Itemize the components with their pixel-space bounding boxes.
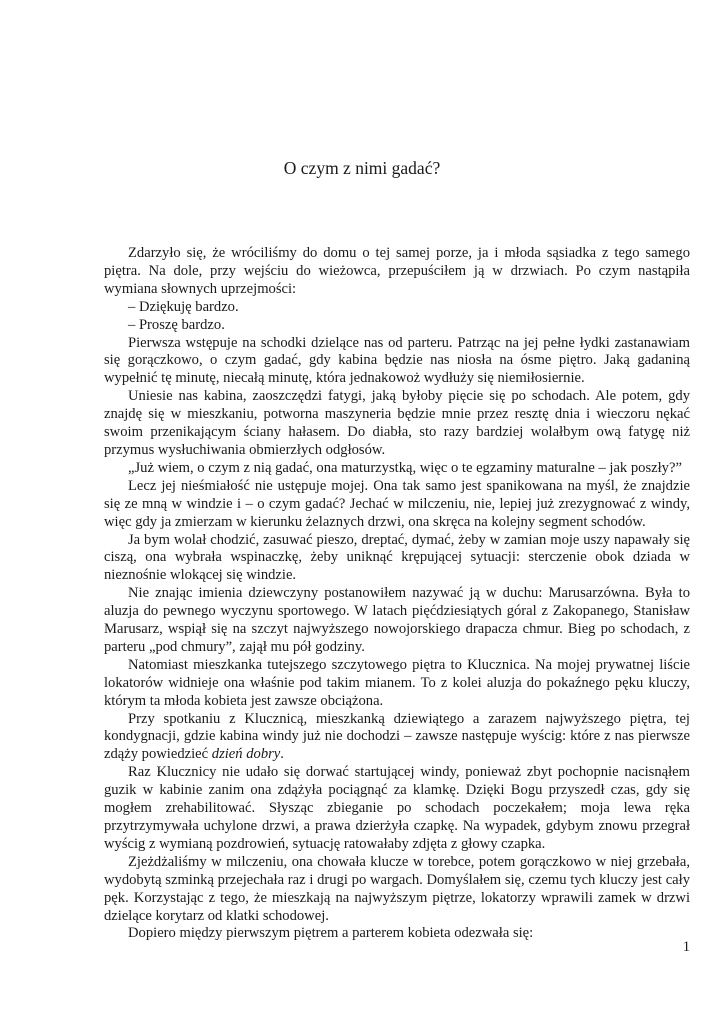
paragraph: Ja bym wolał chodzić, zasuwać pieszo, dreptać, dymać, żeby w zamian moje uszy napawały się ciszą, ona wybrała wspinaczkę, żeby uniknąć krępującej sytuacji: sterczenie obok dziada w nieznośnie wlokącej się windzie. [104, 531, 690, 584]
paragraph: Uniesie nas kabina, zaoszczędzi fatygi, jaką byłoby pięcie się po schodach. Ale potem, gdy znajdę się w mieszkaniu, potworna maszyneria będzie mnie przez resztę dnia i wieczoru nękać swoim przenikającym ściany hałasem. Do diabła, sto razy bardziej wolałbym ową fatygę niż przymus wysłuchiwania obmierzłych odgłosów. [104, 388, 690, 458]
paragraph: Zdarzyło się, że wróciliśmy do domu o tej samej porze, ja i młoda sąsiadka z tego samego piętra. Na dole, przy wejściu do wieżowca, przepuściłem ją w drzwiach. Po czym nastąpiła wymiana słownych uprzejmości: [104, 245, 690, 297]
paragraph: Zjeżdżaliśmy w milczeniu, ona chowała klucze w torebce, potem gorączkowo w niej grzebała, wydobytą szminką przejechała raz i drugi po wargach. Domyślałem się, czemu tych kluczy jest cały pęk. Korzystając z tego, że mieszkają na najwyższym piętrze, lokatorzy wprawili zamek w drzwi dzielące korytarz od klatki schodowej. [104, 853, 690, 924]
page-number: 1 [682, 939, 690, 955]
paragraph: Raz Klucznicy nie udało się dorwać startującej windy, ponieważ zbyt pochopnie nacisnąłem guzik w kabinie zanim ona zdążyła pociągnąć za klamkę. Dzięki Bogu przyszedł czas, gdy się mogłem zrehabilitować. Słysząc zbieganie po schodach poczekałem; moja lewa ręka przytrzymywała uchylone drzwi, a prawa dzierżyła czapkę. Na wypadek, gdybym znowu przegrał wyścig z wymianą pozdrowień, sytuację ratowałaby zdjęta z głowy czapka. [104, 764, 690, 852]
paragraph: Przy spotkaniu z Klucznicą, mieszkanką dziewiątego a zarazem najwyższego piętra, tej kondygnacji, gdzie kabina windy już nie dochodzi – zawsze następuje wyścig: które z nas pierwsze zdąży powiedzieć dzień dobry. [104, 710, 690, 763]
document-title: O czym z nimi gadać? [283, 158, 441, 178]
document-body [104, 245, 690, 943]
paragraph: „Już wiem, o czym z nią gadać, ona maturzystką, więc o te egzaminy maturalne – jak poszły?” [128, 459, 682, 476]
dialogue-line: – Proszę bardzo. [128, 316, 225, 333]
paragraph: Pierwsza wstępuje na schodki dzielące nas od parteru. Patrząc na jej pełne łydki zastanawiam się gorączkowo, o czym gadać, gdy kabina będzie nas niosła na ósme piętro. Jaką gadaniną wypełnić tę minutę, niecałą minutę, która jednakowoż wydłuży się niemiłosiernie. [104, 334, 690, 387]
paragraph: Lecz jej nieśmiałość nie ustępuje mojej. Ona tak samo jest spanikowana na myśl, że znajdzie się ze mną w windzie i – o czym gadać? Jechać w milczeniu, nie, lepiej już zrezygnować z windy, więc gdy ja zmierzam w kierunku żelaznych drzwi, ona skręca na kolejny segment schodów. [104, 477, 690, 530]
paragraph: Natomiast mieszkanka tutejszego szczytowego piętra to Klucznica. Na mojej prywatnej liście lokatorów widnieje ona właśnie pod takim mianem. To z kolei aluzja do pokaźnego pęku kluczy, którym ta młoda kobieta jest zawsze obciążona. [104, 656, 690, 709]
emphasis: dzień dobry [211, 746, 281, 763]
paragraph: Dopiero między pierwszym piętrem a parterem kobieta odezwała się: [128, 925, 534, 942]
paragraph: Nie znając imienia dziewczyny postanowiłem nazywać ją w duchu: Marusarzówna. Była to aluzja do pewnego wyczynu sportowego. W latach pięćdziesiątych góral z Zakopanego, Stanisław Marusarz, wspiął się na szczyt najwyższego nowojorskiego drapacza chmur. Bieg po schodach, z parteru „pod chmury”, zajął mu pół godziny. [104, 585, 690, 655]
dialogue-line: – Dziękuję bardzo. [128, 298, 239, 315]
